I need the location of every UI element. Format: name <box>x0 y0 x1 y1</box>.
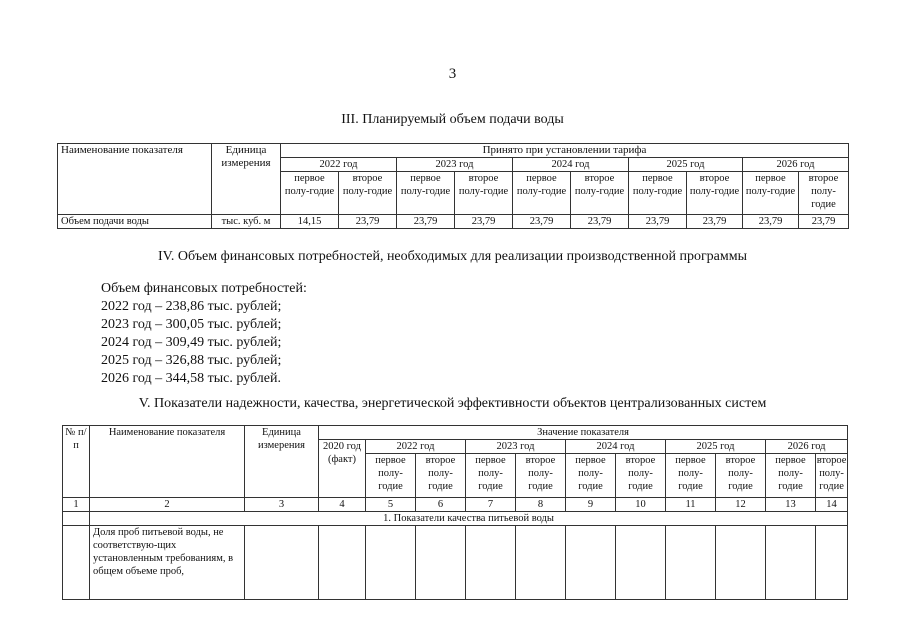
half-second-header: второе полу-годие <box>416 454 466 498</box>
col-number: 3 <box>245 498 319 512</box>
financial-line: 2026 год – 344,58 тыс. рублей. <box>101 371 281 386</box>
row-name: Доля проб питьевой воды, не соответствую-щих установленным требованиям, в общем объеме проб, <box>90 526 245 600</box>
col-number: 5 <box>366 498 416 512</box>
half-second-header: второе полу-годие <box>455 172 513 215</box>
half-second-header: второе полу-годие <box>516 454 566 498</box>
half-second-header: второе полу-годие <box>716 454 766 498</box>
year-header: 2026 год <box>766 440 848 454</box>
col-number: 2 <box>90 498 245 512</box>
financial-line: 2023 год – 300,05 тыс. рублей; <box>101 317 282 332</box>
year-header: 2025 год <box>629 158 743 172</box>
year-header: 2022 год <box>281 158 397 172</box>
empty-cell <box>566 526 616 600</box>
col-unit-header: Единица измерения <box>245 426 319 498</box>
half-first-header: первое полу-годие <box>766 454 816 498</box>
half-first-header: первое полу-годие <box>397 172 455 215</box>
col-unit-header: Единица измерения <box>212 144 281 215</box>
year-header: 2023 год <box>397 158 513 172</box>
col-number: 10 <box>616 498 666 512</box>
col-accepted-header: Принято при установлении тарифа <box>281 144 849 158</box>
value-cell: 23,79 <box>513 215 571 229</box>
col-name-header: Наименование показателя <box>58 144 212 215</box>
empty-cell <box>63 512 90 526</box>
empty-cell <box>666 526 716 600</box>
empty-cell <box>516 526 566 600</box>
financial-line: 2025 год – 326,88 тыс. рублей; <box>101 353 282 368</box>
empty-cell <box>245 526 319 600</box>
col-number: 13 <box>766 498 816 512</box>
section-4-title: IV. Объем финансовых потребностей, необходимых для реализации производственной программы <box>157 249 748 264</box>
half-second-header: второе полу-годие <box>816 454 848 498</box>
half-second-header: второе полу-годие <box>799 172 849 215</box>
half-first-header: первое полу-годие <box>566 454 616 498</box>
empty-cell <box>716 526 766 600</box>
half-first-header: первое полу-годие <box>466 454 516 498</box>
group-title: 1. Показатели качества питьевой воды <box>90 512 848 526</box>
row-name: Объем подачи воды <box>58 215 212 229</box>
half-first-header: первое полу-годие <box>743 172 799 215</box>
half-first-header: первое полу-годие <box>513 172 571 215</box>
half-second-header: второе полу-годие <box>687 172 743 215</box>
empty-cell <box>416 526 466 600</box>
half-second-header: второе полу-годие <box>339 172 397 215</box>
value-cell: 23,79 <box>455 215 513 229</box>
value-cell: 23,79 <box>743 215 799 229</box>
empty-cell <box>616 526 666 600</box>
empty-cell <box>63 526 90 600</box>
year-header: 2022 год <box>366 440 466 454</box>
col-number: 9 <box>566 498 616 512</box>
half-first-header: первое полу-годие <box>281 172 339 215</box>
col-number: 1 <box>63 498 90 512</box>
empty-cell <box>319 526 366 600</box>
page-number: 3 <box>448 66 457 82</box>
year-header: 2023 год <box>466 440 566 454</box>
half-second-header: второе полу-годие <box>571 172 629 215</box>
col-number: 7 <box>466 498 516 512</box>
half-second-header: второе полу-годие <box>616 454 666 498</box>
financial-intro: Объем финансовых потребностей: <box>101 281 307 296</box>
col-num-header: № п/п <box>63 426 90 498</box>
value-cell: 23,79 <box>571 215 629 229</box>
col-number: 11 <box>666 498 716 512</box>
col-number: 8 <box>516 498 566 512</box>
section-5-title: V. Показатели надежности, качества, энергетической эффективности объектов централизованных систем <box>138 396 767 411</box>
financial-line: 2022 год – 238,86 тыс. рублей; <box>101 299 282 314</box>
year-header: 2024 год <box>566 440 666 454</box>
col-number: 12 <box>716 498 766 512</box>
col-name-header: Наименование показателя <box>90 426 245 498</box>
year-header: 2025 год <box>666 440 766 454</box>
section-3-title: III. Планируемый объем подачи воды <box>341 112 564 127</box>
value-cell: 23,79 <box>687 215 743 229</box>
row-unit: тыс. куб. м <box>212 215 281 229</box>
half-first-header: первое полу-годие <box>366 454 416 498</box>
year-header: 2026 год <box>743 158 849 172</box>
year-header: 2024 год <box>513 158 629 172</box>
value-cell: 14,15 <box>281 215 339 229</box>
col-number: 4 <box>319 498 366 512</box>
col-number: 14 <box>816 498 848 512</box>
financial-needs-block <box>101 280 307 388</box>
half-first-header: первое полу-годие <box>629 172 687 215</box>
col-number: 6 <box>416 498 466 512</box>
half-first-header: первое полу-годие <box>666 454 716 498</box>
empty-cell <box>466 526 516 600</box>
empty-cell <box>366 526 416 600</box>
col-2020-header: 2020 год (факт) <box>319 440 366 498</box>
value-cell: 23,79 <box>397 215 455 229</box>
empty-cell <box>766 526 816 600</box>
value-cell: 23,79 <box>339 215 397 229</box>
financial-line: 2024 год – 309,49 тыс. рублей; <box>101 335 282 350</box>
value-cell: 23,79 <box>629 215 687 229</box>
reliability-indicators-table <box>62 425 848 600</box>
empty-cell <box>816 526 848 600</box>
col-value-header: Значение показателя <box>319 426 848 440</box>
water-supply-table <box>57 143 849 229</box>
value-cell: 23,79 <box>799 215 849 229</box>
